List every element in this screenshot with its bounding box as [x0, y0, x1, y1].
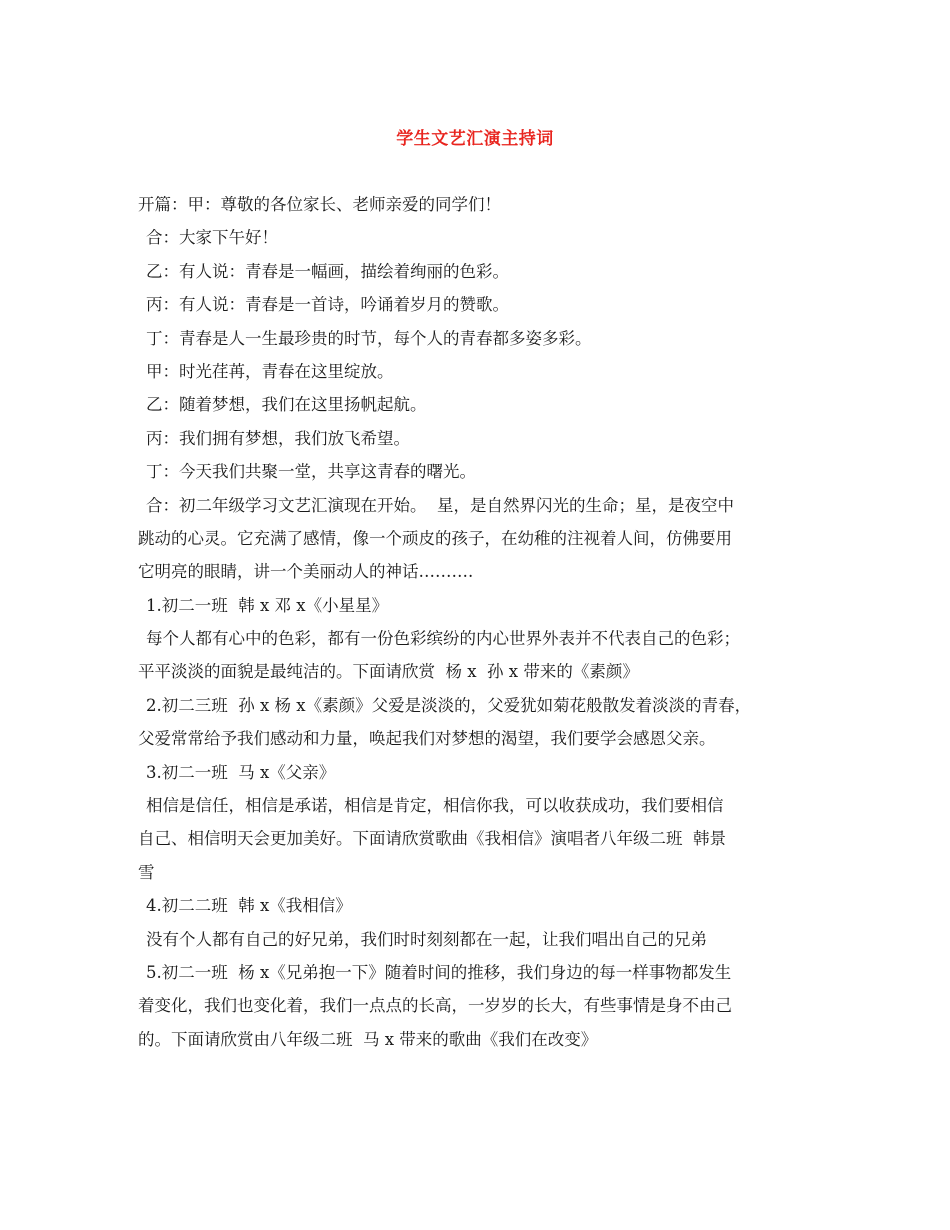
body-line: 4.初二二班 韩 x《我相信》 [146, 896, 352, 916]
body-line: 每个人都有心中的色彩，都有一份色彩缤纷的内心世界外表并不代表自己的色彩； [146, 629, 740, 649]
body-line: 相信是信任，相信是承诺，相信是肯定，相信你我，可以收获成功，我们要相信 [146, 796, 724, 816]
body-line: 2.初二三班 孙 x 杨 x《素颜》父爱是淡淡的，父爱犹如菊花般散发着淡淡的青春， [146, 695, 752, 715]
body-line: 平平淡淡的面貌是最纯洁的。下面请欣赏 杨 x 孙 x 带来的《素颜》 [138, 662, 639, 682]
document-body [138, 188, 818, 1056]
body-line: 自己、相信明天会更加美好。下面请欣赏歌曲《我相信》演唱者八年级二班 韩景 [138, 829, 726, 849]
body-line: 丙：有人说：青春是一首诗，吟诵着岁月的赞歌。 [146, 295, 509, 315]
body-line: 3.初二一班 马 x《父亲》 [146, 762, 336, 782]
body-line: 开篇：甲：尊敬的各位家长、老师亲爱的同学们！ [138, 195, 501, 214]
body-line: 丁：青春是人一生最珍贵的时节，每个人的青春都多姿多彩。 [146, 328, 592, 348]
document-title: 学生文艺汇演主持词 [396, 129, 554, 149]
body-line: 5.初二一班 杨 x《兄弟抱一下》随着时间的推移，我们身边的每一样事物都发生 [146, 962, 732, 982]
body-line: 父爱常常给予我们感动和力量，唤起我们对梦想的渴望，我们要学会感恩父亲。 [138, 729, 716, 749]
body-line: 1.初二一班 韩 x 邓 x《小星星》 [146, 595, 389, 615]
body-line: 乙：有人说：青春是一幅画，描绘着绚丽的色彩。 [146, 261, 509, 281]
body-line: 合：初二年级学习文艺汇演现在开始。 星，是自然界闪光的生命；星，是夜空中 [146, 495, 734, 515]
body-line: 它明亮的眼睛，讲一个美丽动人的神话………. [138, 562, 474, 582]
body-line: 甲：时光荏苒，青春在这里绽放。 [146, 361, 394, 381]
body-line: 着变化，我们也变化着，我们一点点的长高，一岁岁的长大，有些事情是身不由己 [138, 996, 732, 1016]
body-line: 雪 [138, 862, 155, 882]
body-line: 丁：今天我们共聚一堂，共享这青春的曙光。 [146, 462, 476, 482]
body-line: 没有个人都有自己的好兄弟，我们时时刻刻都在一起，让我们唱出自己的兄弟 [146, 929, 707, 949]
body-line: 乙：随着梦想，我们在这里扬帆起航。 [146, 395, 427, 415]
body-line: 跳动的心灵。它充满了感情，像一个顽皮的孩子，在幼稚的注视着人间，仿佛要用 [138, 528, 732, 548]
body-line: 丙：我们拥有梦想，我们放飞希望。 [146, 428, 410, 448]
body-line: 的。下面请欣赏由八年级二班 马 x 带来的歌曲《我们在改变》 [138, 1029, 598, 1049]
body-line: 合：大家下午好！ [146, 228, 278, 248]
